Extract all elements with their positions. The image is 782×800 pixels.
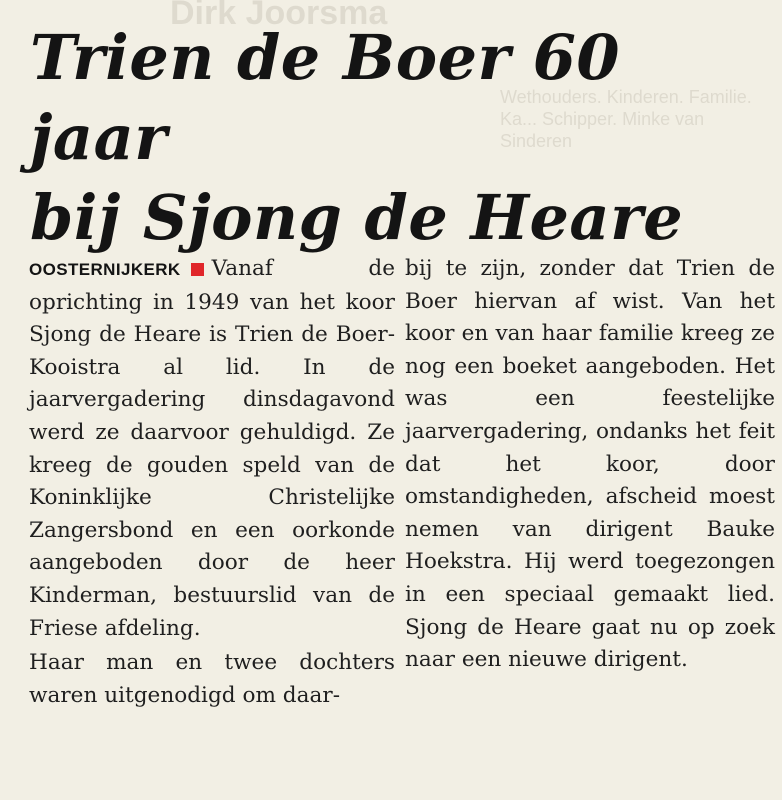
bleed-through-heading: Dirk Joorsma <box>170 0 388 32</box>
article-column-2 <box>405 253 775 677</box>
column-2-paragraph-1: bij te zijn, zonder dat Trien de Boer hiervan af wist. Van het koor en van haar familie kreeg ze nog een boeket aangeboden. Het was een feestelijke jaarvergadering, ondanks het feit dat het koor, door omstandigheden, afscheid moest nemen van dirigent Bauke Hoekstra. Hij werd toegezongen in een speciaal gemaakt lied. Sjong de Heare gaat nu op zoek naar een nieuwe dirigent. <box>405 256 775 673</box>
dateline: OOSTERNIJKERK <box>29 260 181 279</box>
article-column-1 <box>29 253 395 712</box>
column-1-paragraph-1-text: Vanaf de oprichting in 1949 van het koor Sjong de Heare is Trien de Boer-Kooistra al lid. In de jaarvergadering dinsdagavond werd ze daarvoor gehuldigd. Ze kreeg de gouden speld van de Koninklijke Christelijke Zangersbond en een oorkonde aangeboden door de heer Kinderman, bestuurslid van de Friese afdeling. <box>29 256 395 641</box>
column-1-paragraph-2: Haar man en twee dochters waren uitgenodigd om daar- <box>29 650 395 708</box>
bleed-through-body: Wethouders. Kinderen. Familie. Ka... Schipper. Minke van Sinderen <box>500 87 752 151</box>
column-1-paragraph-1 <box>29 253 395 645</box>
headline-line-1: Trien de Boer 60 jaar <box>30 21 621 174</box>
article-headline <box>30 18 770 258</box>
headline-line-2: bij Sjong de Heare <box>30 181 684 254</box>
red-square-bullet-icon <box>191 263 204 276</box>
